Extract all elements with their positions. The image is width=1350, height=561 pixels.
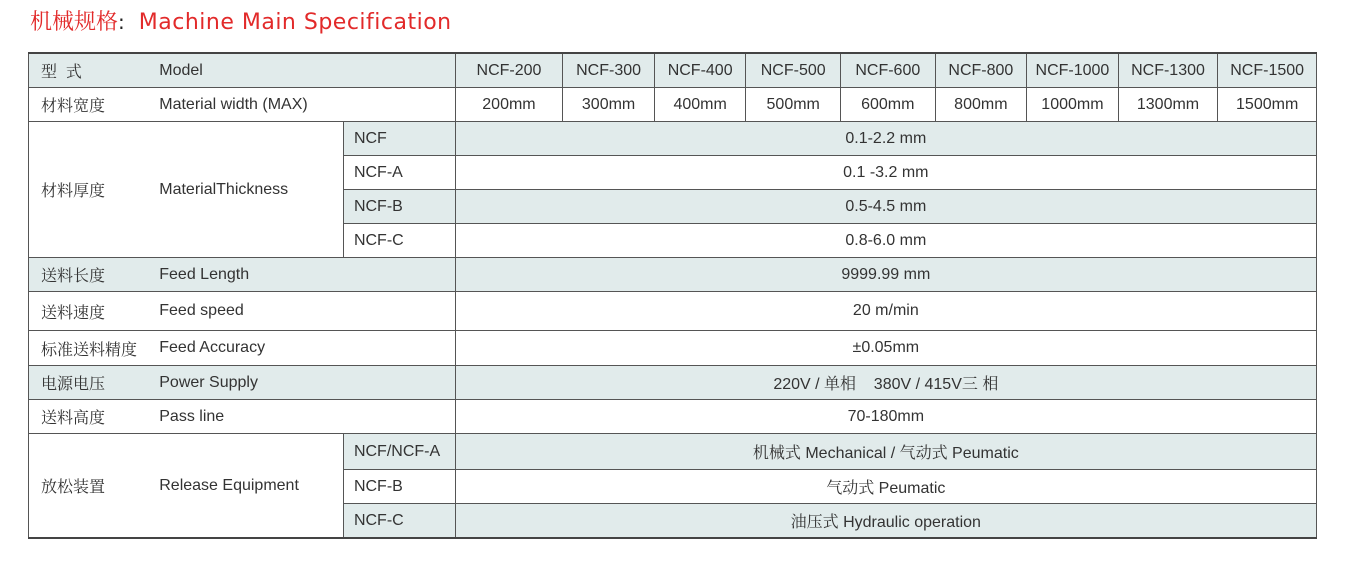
table-row-model	[29, 53, 1317, 88]
sub-model-label: NCF	[343, 122, 455, 156]
title-en: Machine Main Specification	[138, 10, 452, 35]
model-cell: NCF-400	[654, 53, 746, 88]
row-label-zh: 放松装置	[29, 434, 152, 539]
model-cell: NCF-500	[746, 53, 841, 88]
row-label-en: Feed Accuracy	[151, 331, 455, 366]
sub-model-label: NCF-C	[343, 504, 455, 539]
width-cell: 1300mm	[1118, 88, 1218, 122]
sub-model-label: NCF-C	[343, 224, 455, 258]
row-label-zh: 材料厚度	[29, 122, 152, 258]
model-cell: NCF-1500	[1218, 53, 1317, 88]
width-cell: 1500mm	[1218, 88, 1317, 122]
page-title	[30, 6, 452, 38]
width-cell: 500mm	[746, 88, 841, 122]
sub-model-label: NCF-B	[343, 470, 455, 504]
model-cell: NCF-600	[841, 53, 936, 88]
value-cell: 70-180mm	[455, 400, 1316, 434]
spec-table	[28, 52, 1317, 539]
row-label-zh: 材料宽度	[29, 88, 152, 122]
row-label-en: Feed Length	[151, 258, 455, 292]
model-cell: NCF-300	[563, 53, 655, 88]
table-row-thickness	[29, 122, 1317, 156]
table-row-feed-accuracy	[29, 331, 1317, 366]
sub-model-label: NCF/NCF-A	[343, 434, 455, 470]
model-cell: NCF-1300	[1118, 53, 1218, 88]
table-row-feed-speed	[29, 292, 1317, 331]
model-cell: NCF-1000	[1027, 53, 1119, 88]
row-label-en: Pass line	[151, 400, 455, 434]
value-cell: 油压式 Hydraulic operation	[455, 504, 1316, 539]
table-row-power	[29, 366, 1317, 400]
row-label-en: Power Supply	[151, 366, 455, 400]
row-label-en: Release Equipment	[151, 434, 343, 539]
sub-model-label: NCF-A	[343, 156, 455, 190]
width-cell: 600mm	[841, 88, 936, 122]
row-label-zh: 送料高度	[29, 400, 152, 434]
value-cell: 9999.99 mm	[455, 258, 1316, 292]
value-cell: 0.1 -3.2 mm	[455, 156, 1316, 190]
row-label-zh: 标准送料精度	[29, 331, 152, 366]
table-row-pass-line	[29, 400, 1317, 434]
width-cell: 200mm	[455, 88, 563, 122]
row-label-en: Material width (MAX)	[151, 88, 455, 122]
row-label-zh: 送料长度	[29, 258, 152, 292]
table-row-width	[29, 88, 1317, 122]
row-label-zh: 电源电压	[29, 366, 152, 400]
value-cell: 机械式 Mechanical / 气动式 Peumatic	[455, 434, 1316, 470]
title-separator: :	[118, 10, 125, 34]
width-cell: 300mm	[563, 88, 655, 122]
value-cell: 20 m/min	[455, 292, 1316, 331]
value-cell: ±0.05mm	[455, 331, 1316, 366]
width-cell: 400mm	[654, 88, 746, 122]
sub-model-label: NCF-B	[343, 190, 455, 224]
table-row-release	[29, 434, 1317, 470]
value-cell: 0.1-2.2 mm	[455, 122, 1316, 156]
width-cell: 1000mm	[1027, 88, 1119, 122]
title-zh: 机械规格	[30, 10, 119, 35]
row-label-en: Feed speed	[151, 292, 455, 331]
model-cell: NCF-200	[455, 53, 563, 88]
value-cell: 220V / 单相 380V / 415V三 相	[455, 366, 1316, 400]
row-label-zh: 型 式	[29, 53, 152, 88]
table-row-feed-length	[29, 258, 1317, 292]
row-label-en: Model	[151, 53, 455, 88]
row-label-zh: 送料速度	[29, 292, 152, 331]
value-cell: 气动式 Peumatic	[455, 470, 1316, 504]
value-cell: 0.5-4.5 mm	[455, 190, 1316, 224]
model-cell: NCF-800	[935, 53, 1027, 88]
value-cell: 0.8-6.0 mm	[455, 224, 1316, 258]
row-label-en: MaterialThickness	[151, 122, 343, 258]
width-cell: 800mm	[935, 88, 1027, 122]
